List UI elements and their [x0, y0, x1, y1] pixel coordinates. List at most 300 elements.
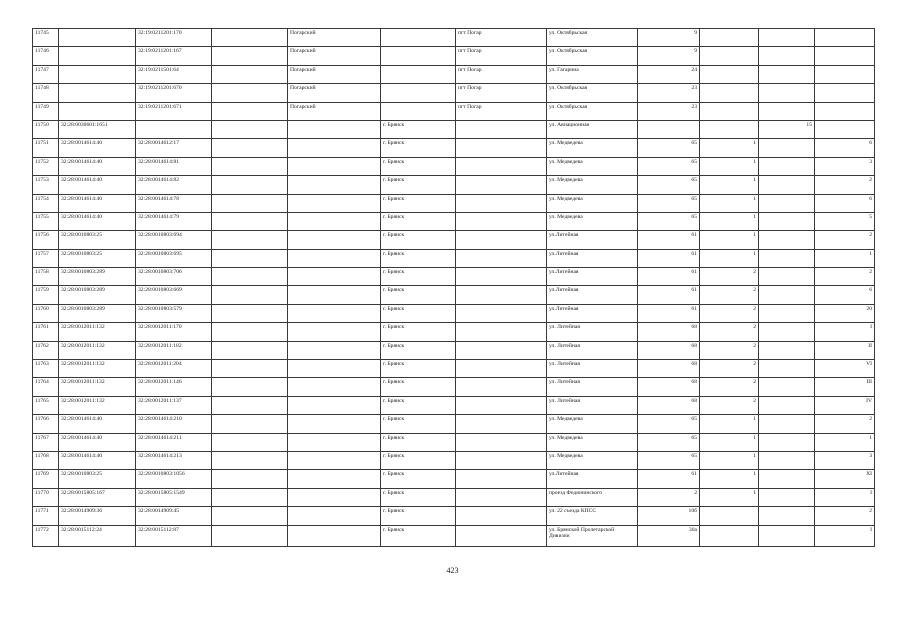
building-number-cell: 1	[700, 212, 759, 230]
land-cadastral-number-cell: 32:28:0014614:40	[59, 194, 136, 212]
land-cadastral-number-cell: 32:28:0010803:25	[59, 231, 136, 249]
extra-cadastral-number-cell	[212, 120, 288, 138]
row-number-cell: 11751	[33, 139, 59, 157]
extra-cadastral-number-cell	[212, 304, 288, 322]
building-number-cell: 1	[700, 470, 759, 488]
district-cell	[288, 212, 381, 230]
city-cell: г. Брянск	[381, 249, 456, 267]
street-cell: ул. Октябрьская	[547, 102, 638, 120]
table-row	[33, 286, 875, 304]
street-cell: ул. Медведева	[547, 451, 638, 469]
table-row	[33, 47, 875, 65]
apartment-cell: I	[815, 488, 875, 506]
house-number-cell: 65	[638, 157, 700, 175]
settlement-cell: пгт Погар	[456, 65, 547, 83]
settlement-cell	[456, 268, 547, 286]
house-number-cell: 23	[638, 84, 700, 102]
house-number-cell: 65	[638, 212, 700, 230]
building-number-cell: 1	[700, 488, 759, 506]
house-number-cell: 68	[638, 378, 700, 396]
settlement-cell	[456, 139, 547, 157]
settlement-cell	[456, 415, 547, 433]
settlement-cell	[456, 433, 547, 451]
settlement-cell	[456, 157, 547, 175]
apartment-cell: 2	[815, 507, 875, 525]
house-number-cell: 68	[638, 396, 700, 414]
building-number-cell: 2	[700, 304, 759, 322]
row-number-cell: 11767	[33, 433, 59, 451]
corpus-cell	[759, 286, 815, 304]
apartment-cell: 1	[815, 249, 875, 267]
table-row	[33, 139, 875, 157]
district-cell: Погарский	[288, 102, 381, 120]
house-number-cell: 65	[638, 194, 700, 212]
building-number-cell: 2	[700, 341, 759, 359]
corpus-cell	[759, 194, 815, 212]
registry-table	[32, 28, 875, 547]
land-cadastral-number-cell: 32:28:0014614:40	[59, 433, 136, 451]
table-row	[33, 157, 875, 175]
row-number-cell: 11769	[33, 470, 59, 488]
street-cell: ул.Литейная	[547, 231, 638, 249]
apartment-cell: III	[815, 378, 875, 396]
house-number-cell: 65	[638, 139, 700, 157]
building-cadastral-number-cell: 32:28:0014614:211	[136, 433, 212, 451]
extra-cadastral-number-cell	[212, 286, 288, 304]
land-cadastral-number-cell: 32:28:0014614:40	[59, 157, 136, 175]
apartment-cell: 5	[815, 212, 875, 230]
building-number-cell: 2	[700, 268, 759, 286]
land-cadastral-number-cell: 32:28:0012011:132	[59, 396, 136, 414]
district-cell	[288, 470, 381, 488]
row-number-cell: 11762	[33, 341, 59, 359]
extra-cadastral-number-cell	[212, 268, 288, 286]
land-cadastral-number-cell: 32:28:0010803:25	[59, 249, 136, 267]
extra-cadastral-number-cell	[212, 470, 288, 488]
row-number-cell: 11770	[33, 488, 59, 506]
street-cell: ул. Медведева	[547, 415, 638, 433]
city-cell: г. Брянск	[381, 507, 456, 525]
street-cell: ул. Литейная	[547, 378, 638, 396]
corpus-cell	[759, 176, 815, 194]
corpus-cell	[759, 139, 815, 157]
row-number-cell: 11772	[33, 525, 59, 546]
city-cell: г. Брянск	[381, 451, 456, 469]
district-cell	[288, 139, 381, 157]
city-cell: г. Брянск	[381, 341, 456, 359]
apartment-cell: IV	[815, 396, 875, 414]
apartment-cell: 2	[815, 268, 875, 286]
building-cadastral-number-cell: 32:28:0012011:170	[136, 323, 212, 341]
table-row	[33, 194, 875, 212]
street-cell: ул. Медведева	[547, 139, 638, 157]
registry-rows	[33, 29, 875, 547]
extra-cadastral-number-cell	[212, 451, 288, 469]
district-cell	[288, 249, 381, 267]
city-cell	[381, 84, 456, 102]
land-cadastral-number-cell: 32:28:0014909:36	[59, 507, 136, 525]
district-cell: Погарский	[288, 84, 381, 102]
district-cell	[288, 120, 381, 138]
table-row	[33, 341, 875, 359]
house-number-cell: 61	[638, 249, 700, 267]
building-cadastral-number-cell	[136, 120, 212, 138]
house-number-cell	[638, 120, 700, 138]
table-row	[33, 433, 875, 451]
table-row	[33, 231, 875, 249]
city-cell: г. Брянск	[381, 396, 456, 414]
settlement-cell	[456, 378, 547, 396]
land-cadastral-number-cell	[59, 29, 136, 47]
street-cell: проезд Федюнинского	[547, 488, 638, 506]
corpus-cell	[759, 304, 815, 322]
corpus-cell: 15	[759, 120, 815, 138]
street-cell: ул. Брянской Пролетарской Дивизии	[547, 525, 638, 546]
land-cadastral-number-cell: 32:28:0014614:40	[59, 212, 136, 230]
settlement-cell	[456, 396, 547, 414]
building-number-cell	[700, 84, 759, 102]
land-cadastral-number-cell: 32:28:0014614:40	[59, 176, 136, 194]
corpus-cell	[759, 47, 815, 65]
settlement-cell	[456, 341, 547, 359]
building-cadastral-number-cell: 32:19:0211201:671	[136, 102, 212, 120]
row-number-cell: 11771	[33, 507, 59, 525]
street-cell: ул. 22 съезда КПСС	[547, 507, 638, 525]
city-cell	[381, 65, 456, 83]
city-cell	[381, 47, 456, 65]
street-cell: ул. Октябрьская	[547, 84, 638, 102]
building-cadastral-number-cell: 32:19:0211201:670	[136, 84, 212, 102]
extra-cadastral-number-cell	[212, 415, 288, 433]
building-number-cell: 1	[700, 139, 759, 157]
table-row	[33, 84, 875, 102]
street-cell: ул. Октябрьская	[547, 29, 638, 47]
street-cell: ул.Литейная	[547, 470, 638, 488]
building-number-cell: 1	[700, 194, 759, 212]
extra-cadastral-number-cell	[212, 507, 288, 525]
corpus-cell	[759, 415, 815, 433]
building-number-cell: 2	[700, 323, 759, 341]
land-cadastral-number-cell: 32:28:0012011:132	[59, 341, 136, 359]
extra-cadastral-number-cell	[212, 47, 288, 65]
land-cadastral-number-cell	[59, 47, 136, 65]
corpus-cell	[759, 360, 815, 378]
corpus-cell	[759, 65, 815, 83]
building-cadastral-number-cell: 32:28:0014614:78	[136, 194, 212, 212]
corpus-cell	[759, 470, 815, 488]
city-cell: г. Брянск	[381, 415, 456, 433]
extra-cadastral-number-cell	[212, 323, 288, 341]
house-number-cell: 24	[638, 65, 700, 83]
building-cadastral-number-cell: 32:28:0014614:81	[136, 157, 212, 175]
row-number-cell: 11755	[33, 212, 59, 230]
district-cell	[288, 176, 381, 194]
apartment-cell: II	[815, 341, 875, 359]
table-row	[33, 212, 875, 230]
district-cell	[288, 507, 381, 525]
land-cadastral-number-cell: 32:28:0030601:1651	[59, 120, 136, 138]
building-number-cell	[700, 65, 759, 83]
extra-cadastral-number-cell	[212, 360, 288, 378]
district-cell	[288, 157, 381, 175]
building-cadastral-number-cell: 32:28:0010803:1056	[136, 470, 212, 488]
city-cell: г. Брянск	[381, 488, 456, 506]
land-cadastral-number-cell: 32:28:0010803:25	[59, 470, 136, 488]
extra-cadastral-number-cell	[212, 84, 288, 102]
settlement-cell	[456, 249, 547, 267]
apartment-cell: 2	[815, 176, 875, 194]
street-cell: ул. Литейная	[547, 396, 638, 414]
settlement-cell	[456, 120, 547, 138]
row-number-cell: 11745	[33, 29, 59, 47]
row-number-cell: 11749	[33, 102, 59, 120]
building-cadastral-number-cell: 32:28:0012011:182	[136, 341, 212, 359]
street-cell: ул. Октябрьская	[547, 47, 638, 65]
street-cell: ул.Литейная	[547, 304, 638, 322]
district-cell: Погарский	[288, 29, 381, 47]
apartment-cell: 2	[815, 231, 875, 249]
building-cadastral-number-cell: 32:19:0211201:170	[136, 29, 212, 47]
building-number-cell: 2	[700, 378, 759, 396]
street-cell: ул. Гагарина	[547, 65, 638, 83]
apartment-cell: XI	[815, 470, 875, 488]
row-number-cell: 11750	[33, 120, 59, 138]
house-number-cell: 30а	[638, 525, 700, 546]
district-cell	[288, 323, 381, 341]
corpus-cell	[759, 378, 815, 396]
building-number-cell: 1	[700, 249, 759, 267]
corpus-cell	[759, 488, 815, 506]
row-number-cell: 11766	[33, 415, 59, 433]
settlement-cell: пгт Погар	[456, 47, 547, 65]
extra-cadastral-number-cell	[212, 176, 288, 194]
building-number-cell: 1	[700, 415, 759, 433]
row-number-cell: 11761	[33, 323, 59, 341]
table-row	[33, 176, 875, 194]
extra-cadastral-number-cell	[212, 231, 288, 249]
extra-cadastral-number-cell	[212, 433, 288, 451]
apartment-cell: 6	[815, 139, 875, 157]
house-number-cell: 61	[638, 470, 700, 488]
district-cell: Погарский	[288, 47, 381, 65]
apartment-cell	[815, 47, 875, 65]
row-number-cell: 11763	[33, 360, 59, 378]
city-cell	[381, 102, 456, 120]
city-cell: г. Брянск	[381, 525, 456, 546]
land-cadastral-number-cell: 32:28:0015112:24	[59, 525, 136, 546]
land-cadastral-number-cell: 32:28:0010803:289	[59, 286, 136, 304]
district-cell	[288, 341, 381, 359]
extra-cadastral-number-cell	[212, 102, 288, 120]
house-number-cell: 23	[638, 102, 700, 120]
apartment-cell	[815, 120, 875, 138]
street-cell: ул. Авиационная	[547, 120, 638, 138]
corpus-cell	[759, 525, 815, 546]
table-row	[33, 29, 875, 47]
district-cell	[288, 525, 381, 546]
house-number-cell: 61	[638, 286, 700, 304]
building-number-cell: 1	[700, 433, 759, 451]
city-cell: г. Брянск	[381, 194, 456, 212]
row-number-cell: 11754	[33, 194, 59, 212]
apartment-cell: 2	[815, 415, 875, 433]
building-cadastral-number-cell: 32:28:0010803:579	[136, 304, 212, 322]
corpus-cell	[759, 157, 815, 175]
building-cadastral-number-cell: 32:28:0015805:1549	[136, 488, 212, 506]
building-cadastral-number-cell: 32:28:0012011:204	[136, 360, 212, 378]
land-cadastral-number-cell: 32:28:0014614:40	[59, 139, 136, 157]
corpus-cell	[759, 102, 815, 120]
settlement-cell	[456, 323, 547, 341]
building-cadastral-number-cell: 32:28:0012011:137	[136, 396, 212, 414]
table-row	[33, 360, 875, 378]
district-cell	[288, 433, 381, 451]
city-cell: г. Брянск	[381, 360, 456, 378]
house-number-cell: 65	[638, 451, 700, 469]
row-number-cell: 11757	[33, 249, 59, 267]
building-number-cell: 1	[700, 176, 759, 194]
street-cell: ул. Литейная	[547, 341, 638, 359]
city-cell: г. Брянск	[381, 176, 456, 194]
settlement-cell	[456, 304, 547, 322]
city-cell: г. Брянск	[381, 378, 456, 396]
house-number-cell: 2	[638, 488, 700, 506]
row-number-cell: 11753	[33, 176, 59, 194]
land-cadastral-number-cell: 32:28:0014614:40	[59, 451, 136, 469]
building-cadastral-number-cell: 32:28:0014614:79	[136, 212, 212, 230]
district-cell: Погарский	[288, 65, 381, 83]
city-cell: г. Брянск	[381, 157, 456, 175]
house-number-cell: 68	[638, 341, 700, 359]
settlement-cell	[456, 507, 547, 525]
extra-cadastral-number-cell	[212, 378, 288, 396]
district-cell	[288, 194, 381, 212]
building-number-cell	[700, 525, 759, 546]
page-number: 423	[446, 566, 459, 575]
extra-cadastral-number-cell	[212, 341, 288, 359]
row-number-cell: 11758	[33, 268, 59, 286]
district-cell	[288, 286, 381, 304]
building-number-cell: 2	[700, 360, 759, 378]
street-cell: ул. Медведева	[547, 157, 638, 175]
city-cell: г. Брянск	[381, 231, 456, 249]
building-cadastral-number-cell: 32:28:0015112:87	[136, 525, 212, 546]
corpus-cell	[759, 433, 815, 451]
city-cell: г. Брянск	[381, 286, 456, 304]
apartment-cell: I	[815, 525, 875, 546]
extra-cadastral-number-cell	[212, 249, 288, 267]
house-number-cell: 9	[638, 47, 700, 65]
apartment-cell: 3	[815, 157, 875, 175]
building-cadastral-number-cell: 32:28:0014614:210	[136, 415, 212, 433]
city-cell: г. Брянск	[381, 120, 456, 138]
city-cell: г. Брянск	[381, 323, 456, 341]
house-number-cell: 68	[638, 360, 700, 378]
apartment-cell: VI	[815, 360, 875, 378]
building-number-cell	[700, 120, 759, 138]
house-number-cell: 9	[638, 29, 700, 47]
settlement-cell: пгт Погар	[456, 29, 547, 47]
settlement-cell	[456, 525, 547, 546]
apartment-cell: I	[815, 323, 875, 341]
table-row	[33, 268, 875, 286]
extra-cadastral-number-cell	[212, 396, 288, 414]
building-number-cell: 1	[700, 231, 759, 249]
building-cadastral-number-cell: 32:28:0010803:695	[136, 249, 212, 267]
row-number-cell: 11765	[33, 396, 59, 414]
land-cadastral-number-cell: 32:28:0015805:167	[59, 488, 136, 506]
land-cadastral-number-cell: 32:28:0014614:40	[59, 415, 136, 433]
extra-cadastral-number-cell	[212, 65, 288, 83]
city-cell: г. Брянск	[381, 433, 456, 451]
street-cell: ул. Литейная	[547, 323, 638, 341]
apartment-cell: 1	[815, 433, 875, 451]
building-cadastral-number-cell: 32:28:0014614:213	[136, 451, 212, 469]
district-cell	[288, 304, 381, 322]
street-cell: ул. Литейная	[547, 360, 638, 378]
building-number-cell	[700, 507, 759, 525]
street-cell: ул.Литейная	[547, 249, 638, 267]
table-row	[33, 396, 875, 414]
building-number-cell: 2	[700, 396, 759, 414]
city-cell: г. Брянск	[381, 139, 456, 157]
corpus-cell	[759, 451, 815, 469]
city-cell	[381, 29, 456, 47]
apartment-cell: 3	[815, 451, 875, 469]
street-cell: ул. Медведева	[547, 212, 638, 230]
table-row	[33, 507, 875, 525]
extra-cadastral-number-cell	[212, 525, 288, 546]
house-number-cell: 65	[638, 176, 700, 194]
building-cadastral-number-cell: 32:19:0211501:64	[136, 65, 212, 83]
land-cadastral-number-cell	[59, 65, 136, 83]
row-number-cell: 11756	[33, 231, 59, 249]
apartment-cell: 6	[815, 286, 875, 304]
district-cell	[288, 378, 381, 396]
extra-cadastral-number-cell	[212, 212, 288, 230]
table-row	[33, 451, 875, 469]
extra-cadastral-number-cell	[212, 139, 288, 157]
building-cadastral-number-cell: 32:28:0010803:669	[136, 286, 212, 304]
settlement-cell	[456, 286, 547, 304]
district-cell	[288, 360, 381, 378]
settlement-cell	[456, 176, 547, 194]
house-number-cell: 68	[638, 323, 700, 341]
extra-cadastral-number-cell	[212, 157, 288, 175]
land-cadastral-number-cell: 32:28:0012011:132	[59, 360, 136, 378]
corpus-cell	[759, 268, 815, 286]
street-cell: ул.Литейная	[547, 286, 638, 304]
apartment-cell: 6	[815, 194, 875, 212]
apartment-cell	[815, 65, 875, 83]
corpus-cell	[759, 341, 815, 359]
street-cell: ул. Медведева	[547, 433, 638, 451]
building-number-cell	[700, 47, 759, 65]
settlement-cell	[456, 360, 547, 378]
apartment-cell	[815, 84, 875, 102]
house-number-cell: 61	[638, 304, 700, 322]
settlement-cell	[456, 212, 547, 230]
corpus-cell	[759, 29, 815, 47]
building-cadastral-number-cell: 32:28:0010803:694	[136, 231, 212, 249]
apartment-cell	[815, 102, 875, 120]
corpus-cell	[759, 323, 815, 341]
building-cadastral-number-cell: 32:28:0014612:17	[136, 139, 212, 157]
extra-cadastral-number-cell	[212, 488, 288, 506]
district-cell	[288, 415, 381, 433]
extra-cadastral-number-cell	[212, 194, 288, 212]
corpus-cell	[759, 84, 815, 102]
